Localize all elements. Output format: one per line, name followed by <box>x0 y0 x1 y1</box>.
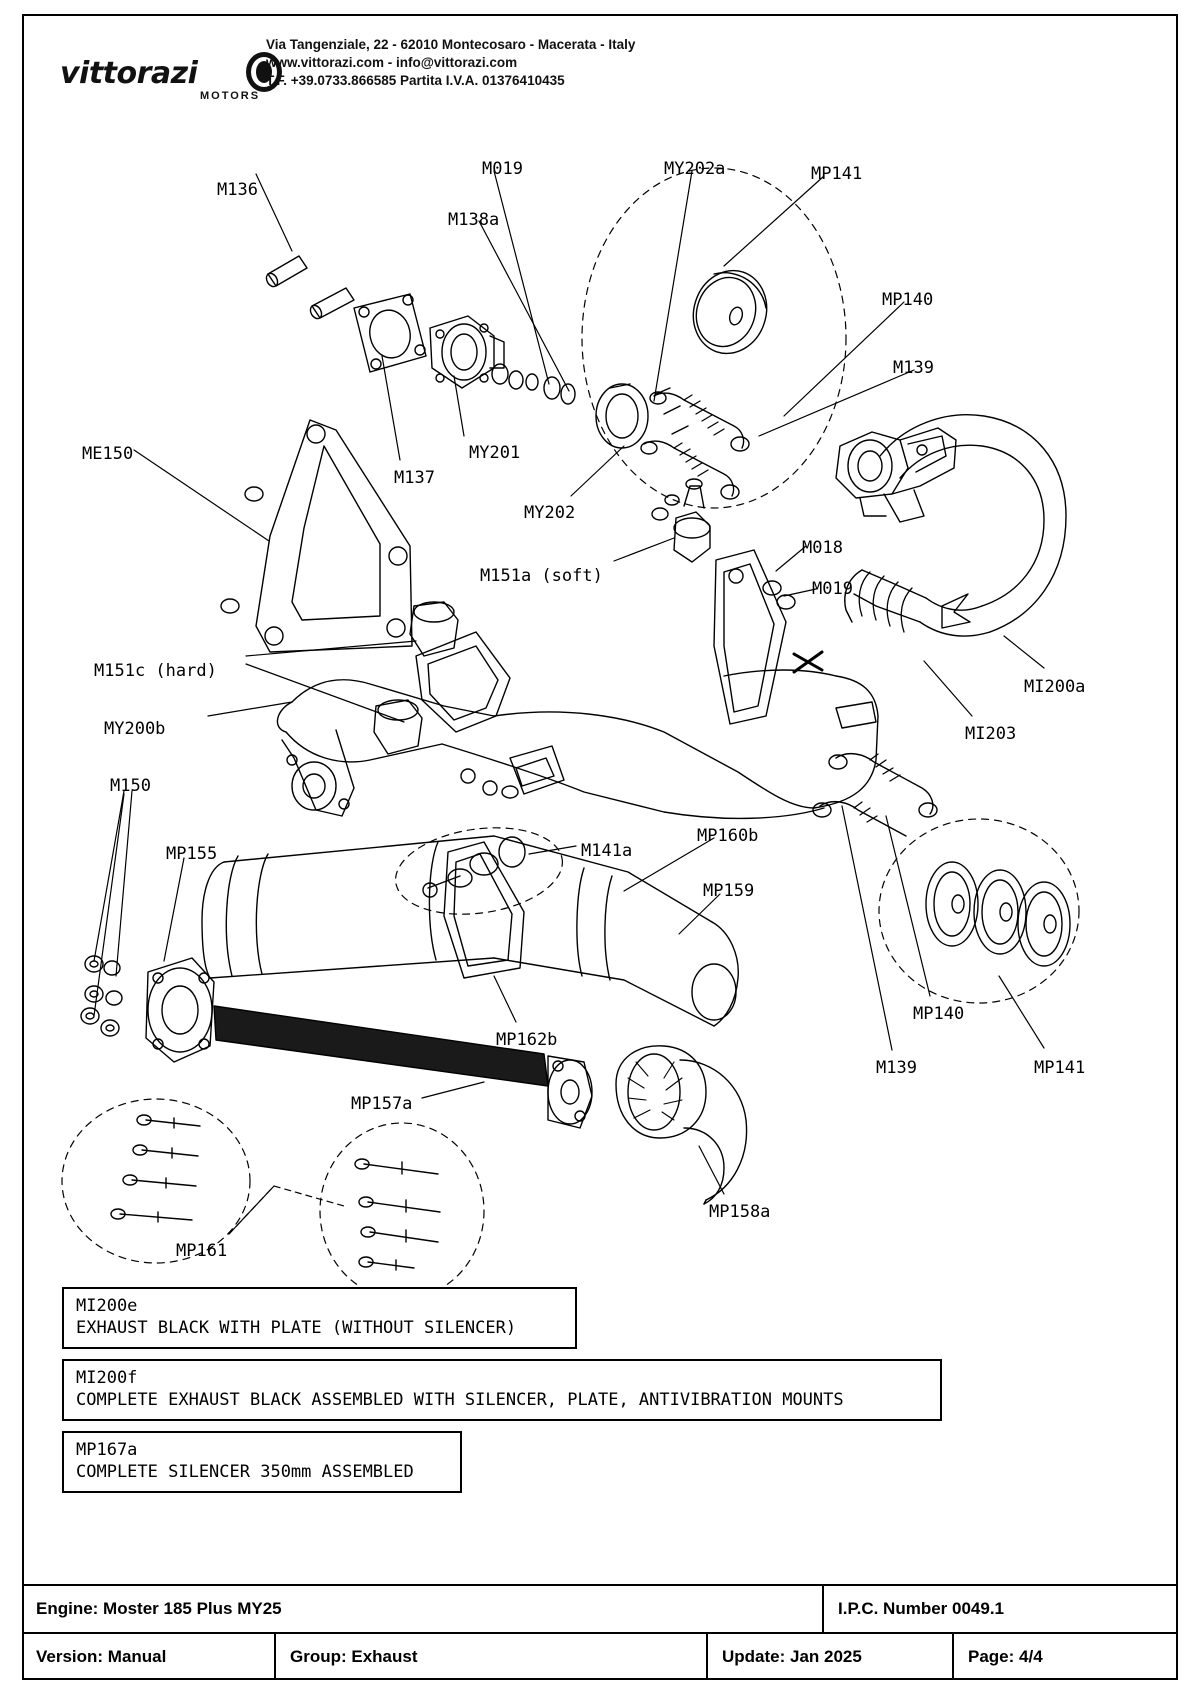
note-description: COMPLETE SILENCER 350mm ASSEMBLED <box>76 1462 414 1482</box>
callout-mp140-right: MP140 <box>913 1004 965 1024</box>
note-mi200e <box>62 1287 577 1349</box>
note-mi200f <box>62 1359 942 1421</box>
callout-mp162b: MP162b <box>496 1030 558 1050</box>
page-field: Page: 4/4 <box>968 1647 1043 1666</box>
group-field: Group: Exhaust <box>290 1647 418 1666</box>
callout-my202: MY202 <box>524 503 576 523</box>
callout-mp141-right: MP141 <box>1034 1058 1086 1078</box>
note-code: MI200f <box>76 1368 138 1388</box>
callout-mp161: MP161 <box>176 1241 228 1261</box>
callout-m136: M136 <box>217 180 258 200</box>
exploded-view-diagram <box>24 16 1176 1678</box>
callout-my201: MY201 <box>469 443 521 463</box>
callout-m139-top: M139 <box>893 358 934 378</box>
ipc-field: I.P.C. Number 0049.1 <box>838 1599 1004 1618</box>
callout-m139-right: M139 <box>876 1058 917 1078</box>
callout-m137: M137 <box>394 468 435 488</box>
callout-mp158a: MP158a <box>709 1202 771 1222</box>
note-description: EXHAUST BLACK WITH PLATE (WITHOUT SILENCER) <box>76 1318 517 1338</box>
callout-mp160b: MP160b <box>697 826 759 846</box>
note-description: COMPLETE EXHAUST BLACK ASSEMBLED WITH SILENCER, PLATE, ANTIVIBRATION MOUNTS <box>76 1390 844 1410</box>
callout-mp159: MP159 <box>703 881 755 901</box>
note-code: MP167a <box>76 1440 138 1460</box>
callout-mp157a: MP157a <box>351 1094 413 1114</box>
brand-subtitle: MOTORS <box>200 90 261 102</box>
address-line-1: Via Tangenziale, 22 - 62010 Montecosaro - Macerata - Italy <box>266 37 636 52</box>
callout-m019-top: M019 <box>482 159 523 179</box>
version-field: Version: Manual <box>36 1647 167 1666</box>
title-block-row-2 <box>22 1634 1178 1682</box>
callout-me150: ME150 <box>82 444 134 464</box>
title-block <box>22 1584 1178 1680</box>
callout-m150: M150 <box>110 776 151 796</box>
callout-my202a: MY202a <box>664 159 726 179</box>
callout-m138a: M138a <box>448 210 500 230</box>
callout-m019-mid: M019 <box>812 579 853 599</box>
callout-mp141-top: MP141 <box>811 164 863 184</box>
note-code: MI200e <box>76 1296 138 1316</box>
engine-field: Engine: Moster 185 Plus MY25 <box>36 1599 282 1618</box>
callout-mp155: MP155 <box>166 844 218 864</box>
callout-mp140-top: MP140 <box>882 290 934 310</box>
title-block-row-1 <box>22 1586 1178 1634</box>
brand-name: vittorazi <box>60 56 198 91</box>
note-mp167a <box>62 1431 462 1493</box>
update-field: Update: Jan 2025 <box>722 1647 862 1666</box>
callout-mi203: MI203 <box>965 724 1017 744</box>
callout-m151c-hard: M151c (hard) <box>94 661 217 681</box>
callout-m018: M018 <box>802 538 843 558</box>
callout-m141a: M141a <box>581 841 633 861</box>
callout-mi200a: MI200a <box>1024 677 1086 697</box>
callout-my200b: MY200b <box>104 719 166 739</box>
address-line-3: T.F. +39.0733.866585 Partita I.V.A. 01376410435 <box>266 73 565 88</box>
callout-m151a-soft: M151a (soft) <box>480 566 603 586</box>
address-line-2: www.vittorazi.com - info@vittorazi.com <box>266 55 518 70</box>
